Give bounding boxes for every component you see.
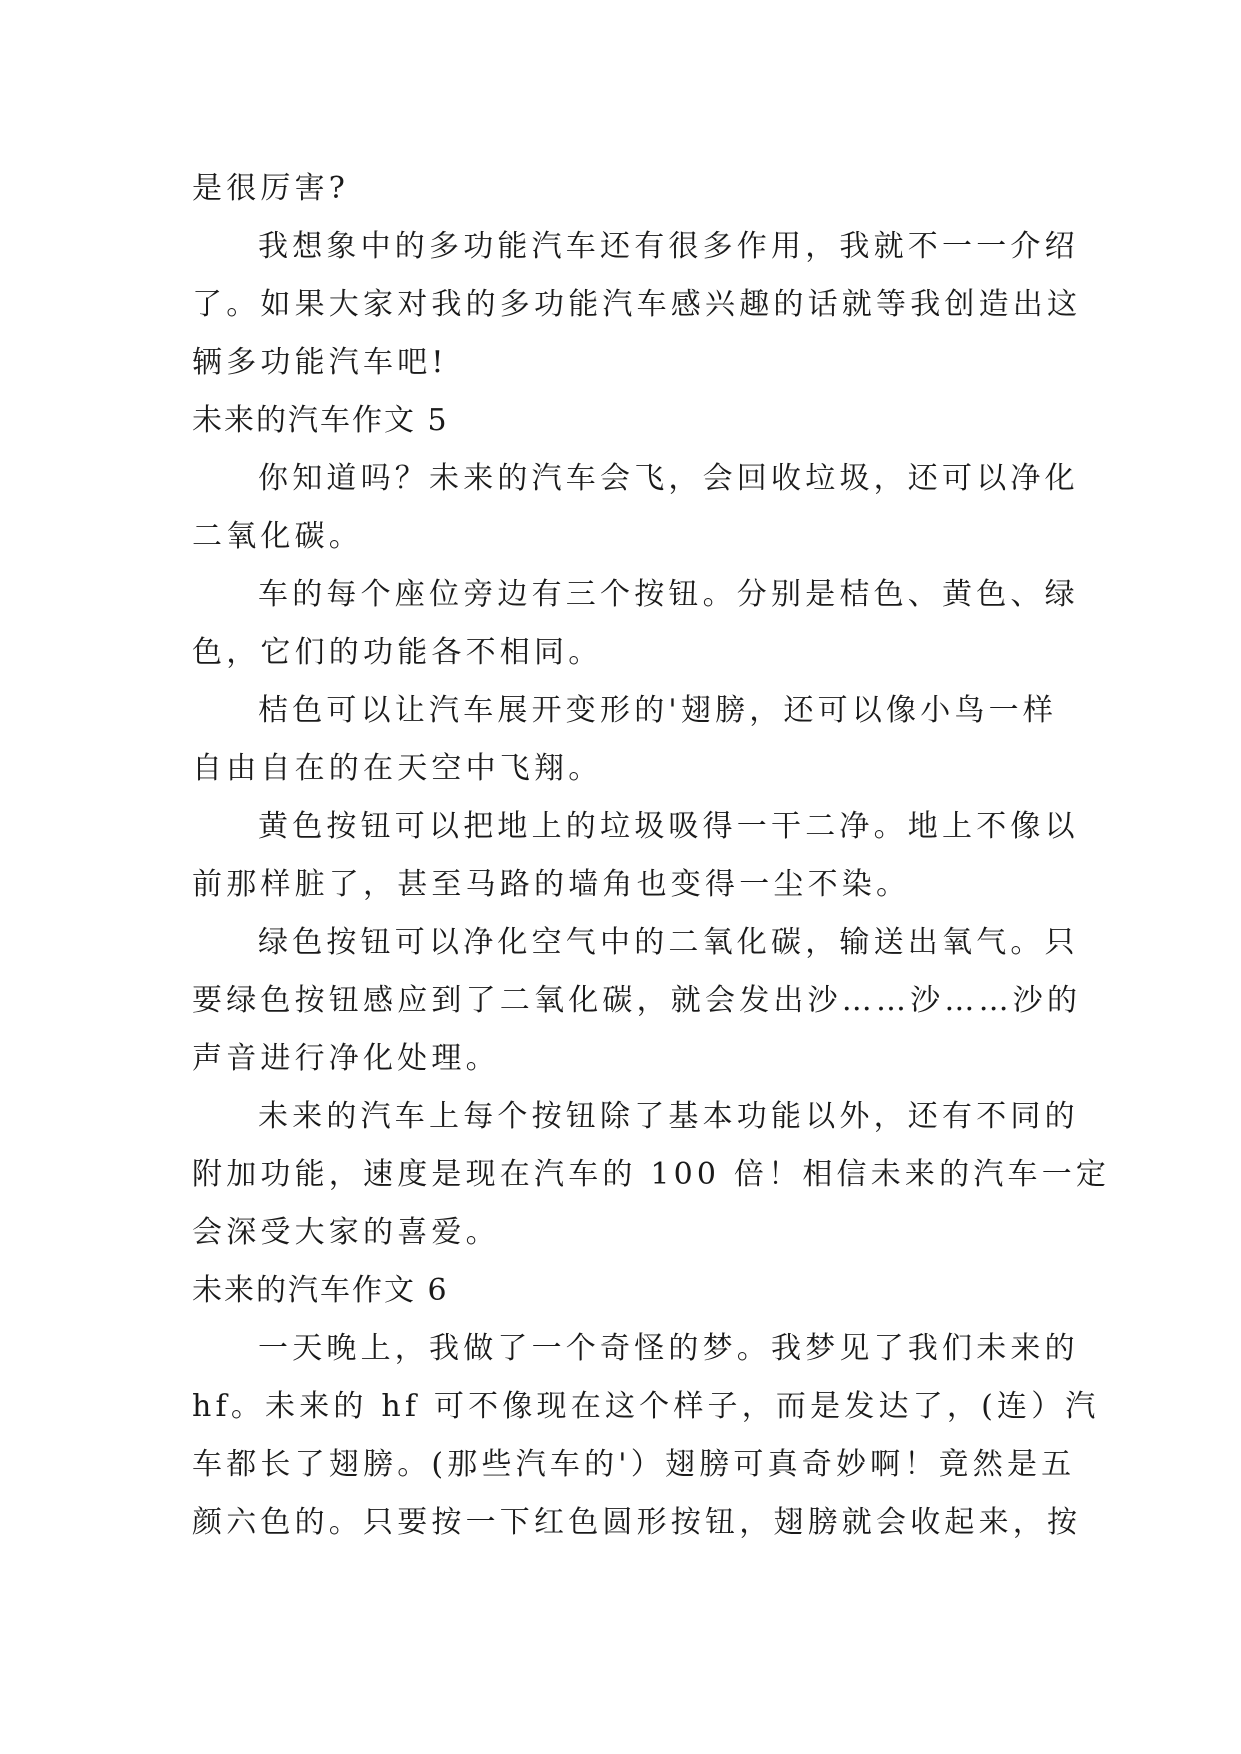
paragraph-line: 要绿色按钮感应到了二氧化碳，就会发出沙……沙……沙的 [192, 983, 1082, 1018]
paragraph-line: 颜六色的。只要按一下红色圆形按钮，翅膀就会收起来，按 [192, 1505, 1082, 1540]
document-page [192, 160, 1111, 1552]
section-heading: 未来的汽车作文 5 [192, 403, 449, 438]
paragraph-line: 自由自在的在天空中飞翔。 [192, 751, 603, 786]
paragraph-line: 色，它们的功能各不相同。 [192, 635, 603, 670]
paragraph-line: 黄色按钮可以把地上的垃圾吸得一干二净。地上不像以 [258, 809, 1079, 844]
paragraph-line: 声音进行净化处理。 [192, 1041, 500, 1076]
paragraph-line: 前那样脏了，甚至马路的墙角也变得一尘不染。 [192, 867, 911, 902]
paragraph-line: 你知道吗？未来的汽车会飞，会回收垃圾，还可以净化 [258, 461, 1079, 496]
paragraph-line: 绿色按钮可以净化空气中的二氧化碳，输送出氧气。只 [258, 925, 1079, 960]
paragraph-line: 附加功能，速度是现在汽车的 100 倍！相信未来的汽车一定 [192, 1157, 1111, 1192]
section-heading: 未来的汽车作文 6 [192, 1273, 449, 1308]
paragraph-line: 车的每个座位旁边有三个按钮。分别是桔色、黄色、绿 [258, 577, 1079, 612]
paragraph-line: 未来的汽车上每个按钮除了基本功能以外，还有不同的 [258, 1099, 1079, 1134]
paragraph-line: 我想象中的多功能汽车还有很多作用，我就不一一介绍 [258, 229, 1079, 264]
paragraph-line: 桔色可以让汽车展开变形的'翅膀，还可以像小鸟一样 [258, 693, 1058, 728]
paragraph-line: 二氧化碳。 [192, 519, 363, 554]
paragraph-line: 了。如果大家对我的多功能汽车感兴趣的话就等我创造出这 [192, 287, 1082, 322]
paragraph-line: 会深受大家的喜爱。 [192, 1215, 500, 1250]
paragraph-line: 车都长了翅膀。(那些汽车的'）翅膀可真奇妙啊！竟然是五 [192, 1447, 1076, 1482]
paragraph-line: hf。未来的 hf 可不像现在这个样子，而是发达了，(连）汽 [192, 1389, 1100, 1424]
paragraph-line: 是很厉害? [192, 171, 350, 206]
paragraph-line: 一天晚上，我做了一个奇怪的梦。我梦见了我们未来的 [258, 1331, 1079, 1366]
paragraph-line: 辆多功能汽车吧! [192, 345, 448, 380]
